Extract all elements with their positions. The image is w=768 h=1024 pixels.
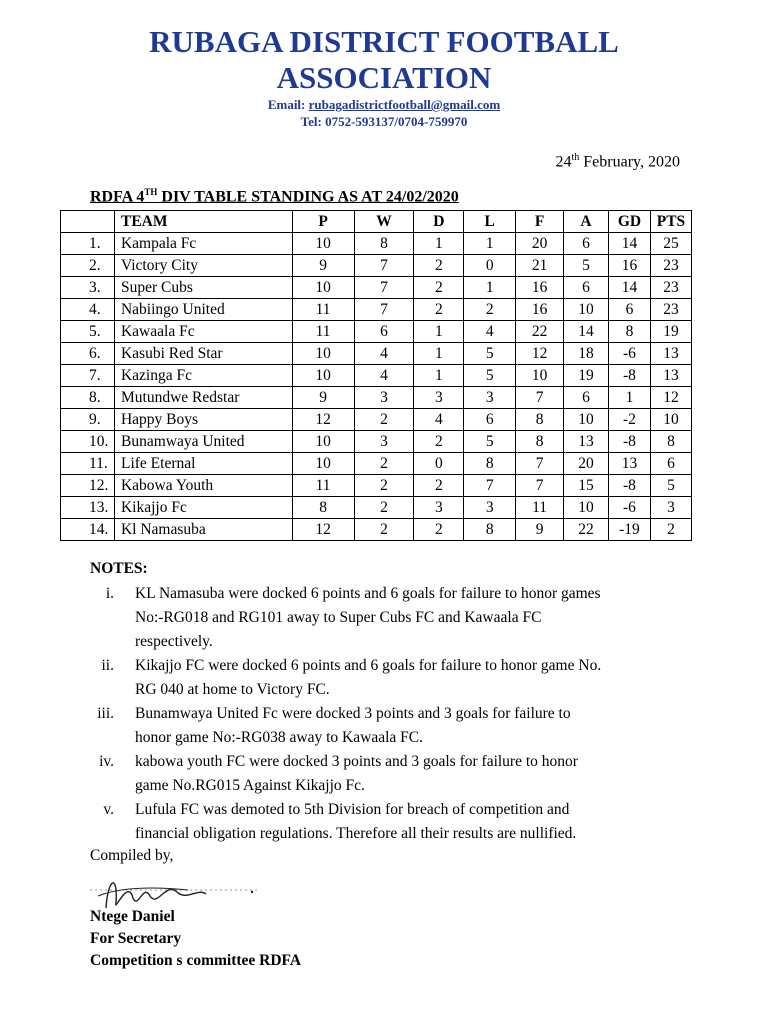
cell-for: 7	[516, 453, 564, 475]
cell-points: 3	[650, 497, 691, 519]
note-line: game No.RG015 Against Kikajjo Fc.	[135, 777, 365, 794]
cell-won: 2	[354, 453, 414, 475]
table-row	[61, 321, 692, 343]
cell-goal-diff: -8	[608, 475, 650, 497]
document-date	[556, 152, 681, 171]
header-goal-diff: GD	[608, 211, 650, 233]
cell-won: 7	[354, 277, 414, 299]
cell-goal-diff: -8	[608, 431, 650, 453]
cell-points: 13	[650, 365, 691, 387]
date-rest: February, 2020	[579, 153, 680, 171]
cell-goal-diff: -8	[608, 365, 650, 387]
cell-won: 7	[354, 299, 414, 321]
signatory-role: For Secretary	[90, 930, 182, 947]
cell-team: Kampala Fc	[114, 233, 292, 255]
cell-won: 6	[354, 321, 414, 343]
cell-drawn: 2	[414, 431, 464, 453]
cell-drawn: 4	[414, 409, 464, 431]
cell-points: 23	[650, 277, 691, 299]
cell-played: 9	[292, 387, 354, 409]
cell-against: 10	[564, 299, 609, 321]
cell-lost: 3	[464, 387, 516, 409]
cell-against: 6	[564, 277, 609, 299]
cell-played: 9	[292, 255, 354, 277]
cell-for: 7	[516, 387, 564, 409]
cell-pos: 11.	[61, 453, 115, 475]
cell-goal-diff: 16	[608, 255, 650, 277]
email-link[interactable]: rubagadistrictfootball@gmail.com	[308, 97, 501, 112]
cell-played: 11	[292, 321, 354, 343]
date-day: 24	[555, 153, 572, 171]
cell-team: Mutundwe Redstar	[114, 387, 292, 409]
note-line: financial obligation regulations. Therefore all their results are nullified.	[135, 825, 577, 842]
cell-drawn: 0	[414, 453, 464, 475]
cell-played: 10	[292, 343, 354, 365]
header-against: A	[564, 211, 609, 233]
cell-goal-diff: 14	[608, 233, 650, 255]
cell-lost: 6	[464, 409, 516, 431]
cell-won: 2	[354, 519, 414, 541]
cell-points: 8	[650, 431, 691, 453]
cell-against: 13	[564, 431, 609, 453]
cell-for: 21	[516, 255, 564, 277]
note-number: i.	[105, 585, 114, 602]
header-won: W	[354, 211, 414, 233]
email-label: Email:	[267, 97, 309, 112]
cell-lost: 1	[464, 233, 516, 255]
cell-for: 9	[516, 519, 564, 541]
cell-points: 23	[650, 299, 691, 321]
date-suffix: th	[571, 152, 580, 163]
association-title-line1: RUBAGA DISTRICT FOOTBALL	[149, 24, 619, 59]
cell-goal-diff: 1	[608, 387, 650, 409]
cell-won: 4	[354, 365, 414, 387]
cell-goal-diff: 6	[608, 299, 650, 321]
table-header-row	[61, 211, 692, 233]
header-drawn: D	[414, 211, 464, 233]
cell-pos: 14.	[61, 519, 115, 541]
cell-for: 20	[516, 233, 564, 255]
note-item	[90, 798, 690, 846]
cell-won: 4	[354, 343, 414, 365]
cell-team: Kawaala Fc	[114, 321, 292, 343]
cell-won: 2	[354, 475, 414, 497]
cell-played: 10	[292, 365, 354, 387]
header-points: PTS	[650, 211, 691, 233]
cell-points: 23	[650, 255, 691, 277]
cell-lost: 8	[464, 453, 516, 475]
header-for: F	[516, 211, 564, 233]
letterhead	[0, 24, 768, 130]
cell-pos: 12.	[61, 475, 115, 497]
cell-drawn: 1	[414, 233, 464, 255]
cell-against: 14	[564, 321, 609, 343]
cell-drawn: 1	[414, 343, 464, 365]
cell-against: 6	[564, 387, 609, 409]
cell-goal-diff: 8	[608, 321, 650, 343]
cell-lost: 8	[464, 519, 516, 541]
note-number: ii.	[101, 657, 114, 674]
cell-goal-diff: 13	[608, 453, 650, 475]
email-line	[0, 96, 768, 113]
cell-drawn: 2	[414, 519, 464, 541]
cell-for: 8	[516, 409, 564, 431]
cell-team: Nabiingo United	[114, 299, 292, 321]
header-lost: L	[464, 211, 516, 233]
cell-pos: 10.	[61, 431, 115, 453]
note-line: kabowa youth FC were docked 3 points and 3 goals for failure to honor	[135, 753, 578, 770]
notes-list	[90, 582, 690, 846]
cell-played: 10	[292, 453, 354, 475]
signatory-block	[90, 906, 301, 972]
notes-heading: NOTES:	[90, 560, 148, 577]
cell-against: 10	[564, 409, 609, 431]
header-team: TEAM	[114, 211, 292, 233]
table-row	[61, 233, 692, 255]
cell-lost: 5	[464, 431, 516, 453]
note-line: respectively.	[135, 633, 213, 650]
cell-against: 15	[564, 475, 609, 497]
table-title-prefix: RDFA 4	[90, 188, 145, 206]
cell-team: Happy Boys	[114, 409, 292, 431]
cell-drawn: 2	[414, 475, 464, 497]
cell-pos: 6.	[61, 343, 115, 365]
cell-team: Kasubi Red Star	[114, 343, 292, 365]
cell-points: 12	[650, 387, 691, 409]
table-row	[61, 431, 692, 453]
cell-team: Super Cubs	[114, 277, 292, 299]
cell-points: 19	[650, 321, 691, 343]
cell-played: 11	[292, 475, 354, 497]
table-row	[61, 475, 692, 497]
note-number: v.	[103, 801, 114, 818]
cell-lost: 0	[464, 255, 516, 277]
cell-points: 25	[650, 233, 691, 255]
cell-for: 11	[516, 497, 564, 519]
table-row	[61, 343, 692, 365]
cell-for: 7	[516, 475, 564, 497]
table-row	[61, 365, 692, 387]
cell-pos: 7.	[61, 365, 115, 387]
signatory-name: Ntege Daniel	[90, 908, 175, 925]
cell-team: Kikajjo Fc	[114, 497, 292, 519]
table-row	[61, 387, 692, 409]
table-row	[61, 255, 692, 277]
cell-drawn: 2	[414, 255, 464, 277]
header-played: P	[292, 211, 354, 233]
note-line: RG 040 at home to Victory FC.	[135, 681, 330, 698]
cell-pos: 8.	[61, 387, 115, 409]
cell-against: 18	[564, 343, 609, 365]
cell-drawn: 1	[414, 365, 464, 387]
table-row	[61, 497, 692, 519]
note-item	[90, 750, 690, 798]
telephone-line: Tel: 0752-593137/0704-759970	[300, 114, 468, 129]
cell-goal-diff: -6	[608, 497, 650, 519]
cell-for: 22	[516, 321, 564, 343]
cell-played: 11	[292, 299, 354, 321]
cell-team: Life Eternal	[114, 453, 292, 475]
cell-team: Kabowa Youth	[114, 475, 292, 497]
cell-won: 8	[354, 233, 414, 255]
cell-played: 12	[292, 409, 354, 431]
header-pos	[61, 211, 115, 233]
cell-team: Bunamwaya United	[114, 431, 292, 453]
note-line: Lufula FC was demoted to 5th Division for breach of competition and	[135, 801, 570, 818]
cell-against: 5	[564, 255, 609, 277]
note-line: honor game No:-RG038 away to Kawaala FC.	[135, 729, 423, 746]
cell-lost: 5	[464, 343, 516, 365]
cell-team: Kazinga Fc	[114, 365, 292, 387]
cell-played: 10	[292, 233, 354, 255]
cell-against: 19	[564, 365, 609, 387]
table-body	[61, 233, 692, 541]
cell-pos: 4.	[61, 299, 115, 321]
cell-won: 3	[354, 387, 414, 409]
cell-against: 10	[564, 497, 609, 519]
cell-lost: 1	[464, 277, 516, 299]
cell-goal-diff: -19	[608, 519, 650, 541]
cell-lost: 7	[464, 475, 516, 497]
cell-played: 10	[292, 277, 354, 299]
cell-won: 2	[354, 409, 414, 431]
cell-drawn: 3	[414, 387, 464, 409]
cell-drawn: 1	[414, 321, 464, 343]
cell-for: 10	[516, 365, 564, 387]
cell-against: 6	[564, 233, 609, 255]
note-line: No:-RG018 and RG101 away to Super Cubs FC and Kawaala FC	[135, 609, 542, 626]
signatory-committee: Competition s committee RDFA	[90, 952, 302, 969]
notes-section	[90, 560, 690, 846]
cell-goal-diff: -2	[608, 409, 650, 431]
cell-goal-diff: -6	[608, 343, 650, 365]
table-row	[61, 277, 692, 299]
table-row	[61, 299, 692, 321]
note-item	[90, 582, 690, 654]
table-title-suffix: TH	[144, 187, 158, 197]
cell-for: 8	[516, 431, 564, 453]
compiled-by: Compiled by,	[90, 847, 174, 864]
cell-for: 16	[516, 299, 564, 321]
note-number: iii.	[97, 705, 114, 722]
cell-lost: 4	[464, 321, 516, 343]
cell-drawn: 2	[414, 277, 464, 299]
cell-points: 5	[650, 475, 691, 497]
note-line: Bunamwaya United Fc were docked 3 points and 3 goals for failure to	[135, 705, 571, 722]
cell-lost: 3	[464, 497, 516, 519]
cell-against: 22	[564, 519, 609, 541]
table-title-rest: DIV TABLE STANDING AS AT 24/02/2020	[157, 188, 459, 206]
cell-pos: 1.	[61, 233, 115, 255]
cell-pos: 5.	[61, 321, 115, 343]
cell-drawn: 3	[414, 497, 464, 519]
cell-played: 8	[292, 497, 354, 519]
cell-goal-diff: 14	[608, 277, 650, 299]
note-item	[90, 702, 690, 750]
cell-lost: 5	[464, 365, 516, 387]
cell-won: 3	[354, 431, 414, 453]
cell-for: 16	[516, 277, 564, 299]
standings-table	[60, 210, 692, 541]
cell-points: 2	[650, 519, 691, 541]
cell-pos: 3.	[61, 277, 115, 299]
note-line: Kikajjo FC were docked 6 points and 6 goals for failure to honor game No.	[135, 657, 602, 674]
table-row	[61, 453, 692, 475]
note-line: KL Namasuba were docked 6 points and 6 goals for failure to honor games	[135, 585, 601, 602]
cell-won: 7	[354, 255, 414, 277]
cell-pos: 9.	[61, 409, 115, 431]
cell-points: 10	[650, 409, 691, 431]
cell-for: 12	[516, 343, 564, 365]
cell-played: 10	[292, 431, 354, 453]
cell-team: Kl Namasuba	[114, 519, 292, 541]
cell-won: 2	[354, 497, 414, 519]
cell-lost: 2	[464, 299, 516, 321]
note-number: iv.	[99, 753, 114, 770]
cell-points: 13	[650, 343, 691, 365]
cell-against: 20	[564, 453, 609, 475]
association-title-line2: ASSOCIATION	[276, 60, 492, 95]
note-item	[90, 654, 690, 702]
table-title	[90, 187, 459, 206]
cell-points: 6	[650, 453, 691, 475]
cell-team: Victory City	[114, 255, 292, 277]
table-row	[61, 409, 692, 431]
cell-played: 12	[292, 519, 354, 541]
cell-pos: 13.	[61, 497, 115, 519]
cell-drawn: 2	[414, 299, 464, 321]
cell-pos: 2.	[61, 255, 115, 277]
table-row	[61, 519, 692, 541]
